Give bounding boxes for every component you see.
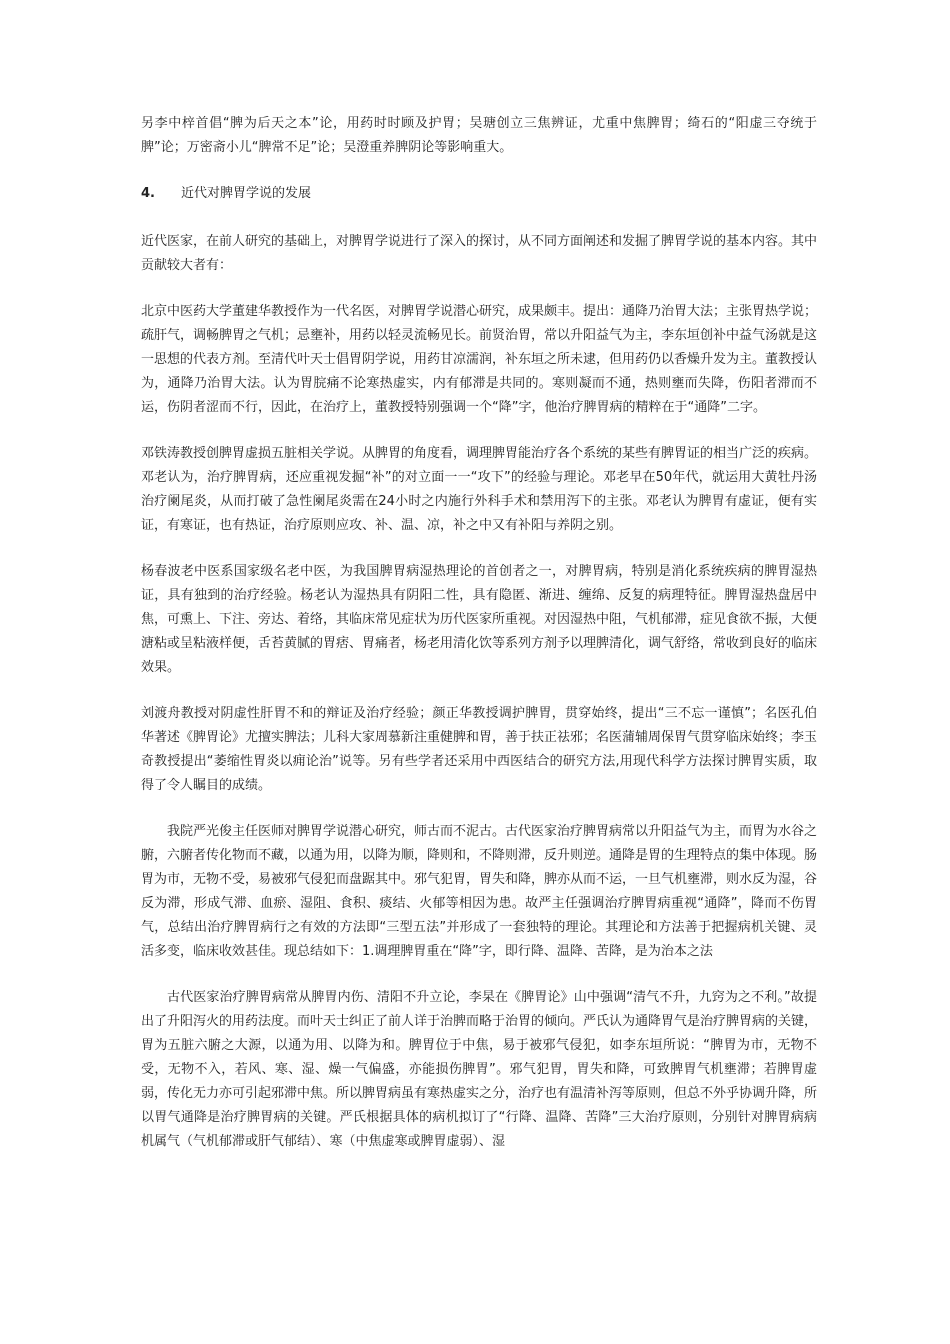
paragraph-dong-jianhua: 北京中医药大学董建华教授作为一代名医，对脾胃学说潜心研究，成果颇丰。提出：通降乃治胃大法；主张胃热学说；疏肝气，调畅脾胃之气机；忌壅补，用药以轻灵流畅见长。前贤治胃，常以升阳益气为主，李东垣创补中益气汤就是这一思想的代表方剂。至清代叶天士倡胃阴学说，用药甘凉濡润，补东垣之所未逮，但用药仍以香燥升发为主。董教授认为，通降乃治胃大法。认为胃脘痛不论寒热虚实，内有郁滞是共同的。寒则凝而不通，热则壅而失降，伤阳者滞而不运，伤阴者涩而不行，因此，在治疗上，董教授特别强调一个“降”字，他治疗脾胃病的精粹在于“通降”二字。 [141, 304, 818, 415]
document-page [141, 112, 817, 1176]
paragraph-yang-chunbo: 杨春波老中医系国家级名老中医，为我国脾胃病湿热理论的首创者之一，对脾胃病，特别是消化系统疾病的脾胃湿热证，具有独到的治疗经验。杨老认为湿热具有阴阳二性，具有隐匿、渐进、缠绵、反复的病理特征。脾胃湿热盘居中焦，可熏上、下注、旁达、着络，其临床常见症状为历代医家所重视。对因湿热中阻，气机郁滞，症见食欲不振，大便溏粘或呈粘液样便，舌苔黄腻的胃痞、胃痛者，杨老用清化饮等系列方剂予以理脾清化，调气舒络，常收到良好的临床效果。 [141, 564, 818, 675]
paragraph-overview: 近代医家，在前人研究的基础上，对脾胃学说进行了深入的探讨，从不同方面阐述和发掘了脾胃学说的基本内容。其中贡献较大者有： [141, 234, 818, 273]
paragraph-other-experts: 刘渡舟教授对阴虚性肝胃不和的辩证及治疗经验；颜正华教授调护脾胃，贯穿始终，提出“三不忘一谨慎”；名医孔伯华著述《脾胃论》尤擅实脾法；儿科大家周慕新注重健脾和胃，善于扶正祛邪；名医蒲辅周保胃气贯穿临床始终；李玉奇教授提出“萎缩性胃炎以痈论治”说等。另有些学者还采用中西医结合的研究方法,用现代科学方法探讨脾胃实质，取得了令人瞩目的成绩。 [141, 706, 818, 793]
section-title: 近代对脾胃学说的发展 [181, 186, 312, 201]
section-heading [141, 182, 817, 206]
paragraph-deng-tietao: 邓铁涛教授创脾胃虚损五脏相关学说。从脾胃的角度看，调理脾胃能治疗各个系统的某些有脾胃证的相当广泛的疾病。邓老认为，治疗脾胃病，还应重视发掘“补”的对立面一一“攻下”的经验与理论。邓老早在50年代，就运用大黄牡丹汤治疗阑尾炎，从而打破了急性阑尾炎需在24小时之内施行外科手术和禁用泻下的主张。邓老认为脾胃有虚证，便有实证，有寒证，也有热证，治疗原则应攻、补、温、凉，补之中又有补阳与养阴之别。 [141, 446, 818, 533]
paragraph-intro: 另李中梓首倡“脾为后天之本”论，用药时时顾及护胃；吴瑭创立三焦辨证，尤重中焦脾胃；绮石的“阳虚三夺统于脾”论；万密斋小儿“脾常不足”论；吴澄重养脾阴论等影响重大。 [141, 116, 817, 155]
section-number: 4. [141, 186, 155, 201]
paragraph-yan-guangjun: 我院严光俊主任医师对脾胃学说潜心研究，师古而不泥古。古代医家治疗脾胃病常以升阳益气为主，而胃为水谷之腑，六腑者传化物而不藏，以通为用，以降为顺，降则和，不降则滞，反升则逆。通降是胃的生理特点的集中体现。肠胃为市，无物不受，易被邪气侵犯而盘踞其中。邪气犯胃，胃失和降，脾亦从而不运，一旦气机壅滞，则水反为湿，谷反为滞，形成气滞、血瘀、湿阻、食积、痰结、火郁等相因为患。故严主任强调治疗脾胃病重视“通降”，降而不伤胃气，总结出治疗脾胃病行之有效的方法即“三型五法”并形成了一套独特的理论。其理论和方法善于把握病机关键、灵活多变，临床收效甚佳。现总结如下：1.调理脾胃重在“降”字，即行降、温降、苦降，是为治本之法 [141, 824, 818, 959]
paragraph-tongjiang-theory: 古代医家治疗脾胃病常从脾胃内伤、清阳不升立论，李杲在《脾胃论》山中强调“清气不升，九窍为之不利。”故提出了升阳泻火的用药法度。而叶天士纠正了前人详于治脾而略于治胃的倾向。严氏认为通降胃气是治疗脾胃病的关键，胃为五脏六腑之大源，以通为用、以降为和。脾胃位于中焦，易于被邪气侵犯，如李东垣所说：“脾胃为市，无物不受，无物不入，若风、寒、湿、燥一气偏盛，亦能损伤脾胃”。邪气犯胃，胃失和降，可致脾胃气机壅滞；若脾胃虚弱，传化无力亦可引起邪滞中焦。所以脾胃病虽有寒热虚实之分，治疗也有温清补泻等原则，但总不外乎协调升降，所以胃气通降是治疗脾胃病的关键。严氏根据具体的病机拟订了“行降、温降、苦降”三大治疗原则，分别针对脾胃病病机属气（气机郁滞或肝气郁结）、寒（中焦虚寒或脾胃虚弱）、湿 [141, 990, 818, 1149]
